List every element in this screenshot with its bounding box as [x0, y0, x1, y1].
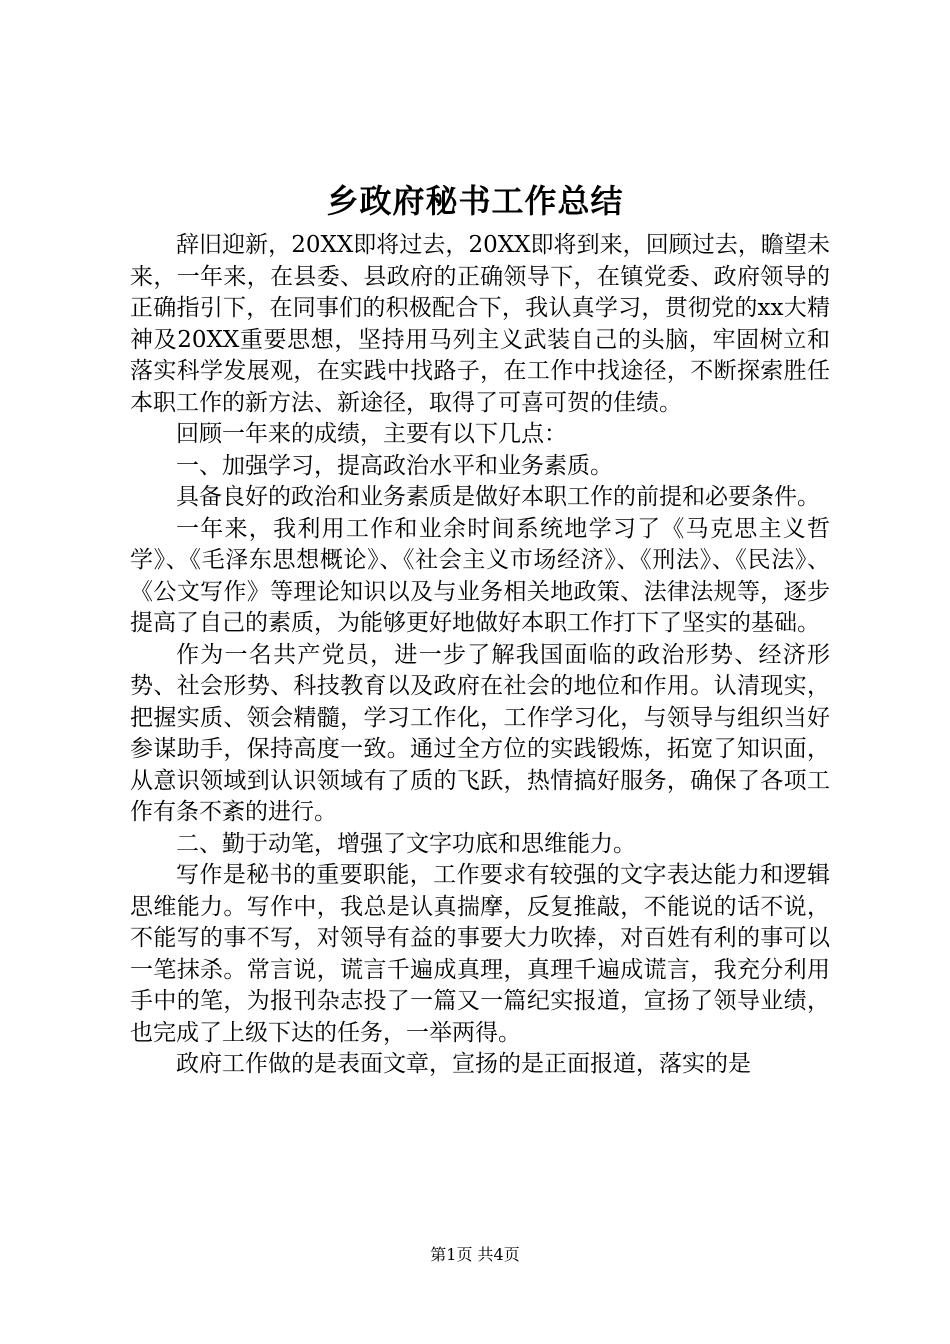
paragraph: 具备良好的政治和业务素质是做好本职工作的前提和必要条件。: [176, 484, 820, 510]
paragraph: 作为一名共产党员，进一步了解我国面临的政治形势、经济形势、社会形势、科技教育以及政府在社会的地位和作用。认清现实，把握实质、领会精髓，学习工作化，工作学习化，与领导与组织当好参谋助手，保持高度一致。通过全方位的实践锻炼，拓宽了知识面，从意识领域到认识领域有了质的飞跃，热情搞好服务，确保了各项工作有条不紊的进行。: [130, 641, 830, 825]
paragraph: 写作是秘书的重要职能，工作要求有较强的文字表达能力和逻辑思维能力。写作中，我总是认真揣摩，反复推敲，不能说的话不说，不能写的事不写，对领导有益的事要大力吹捧，对百姓有利的事可以一笔抹杀。常言说，谎言千遍成真理，真理千遍成谎言，我充分利用手中的笔，为报刊杂志投了一篇又一篇纪实报道，宣扬了领导业绩，也完成了上级下达的任务，一举两得。: [130, 862, 830, 1046]
section-heading: 一、加强学习，提高政治水平和业务素质。: [176, 452, 613, 479]
document-title: 乡政府秘书工作总结: [326, 182, 624, 220]
paragraph: 政府工作做的是表面文章，宣扬的是正面报道，落实的是: [176, 1051, 751, 1077]
paragraph: 辞旧迎新，20XX即将过去，20XX即将到来，回顾过去，瞻望未来，一年来，在县委、县政府的正确领导下，在镇党委、政府领导的正确指引下，在同事们的积极配合下，我认真学习，贯彻党的xx大精神及20XX重要思想，坚持用马列主义武装自己的头脑，牢固树立和落实科学发展观，在实践中找路子，在工作中找途径，不断探索胜任本职工作的新方法、新途径，取得了可喜可贺的佳绩。: [130, 232, 830, 416]
section-heading: 二、勤于动笔，增强了文字功底和思维能力。: [176, 830, 636, 857]
page-number-footer: 第1页 共4页: [430, 1245, 520, 1264]
paragraph: 一年来，我利用工作和业余时间系统地学习了《马克思主义哲学》、《毛泽东思想概论》、《社会主义市场经济》、《刑法》、《民法》、《公文写作》等理论知识以及与业务相关地政策、法律法规等，逐步提高了自己的素质，为能够更好地做好本职工作打下了坚实的基础。: [130, 515, 830, 636]
paragraph: 回顾一年来的成绩，主要有以下几点：: [176, 421, 567, 447]
document-body: [130, 230, 830, 1081]
